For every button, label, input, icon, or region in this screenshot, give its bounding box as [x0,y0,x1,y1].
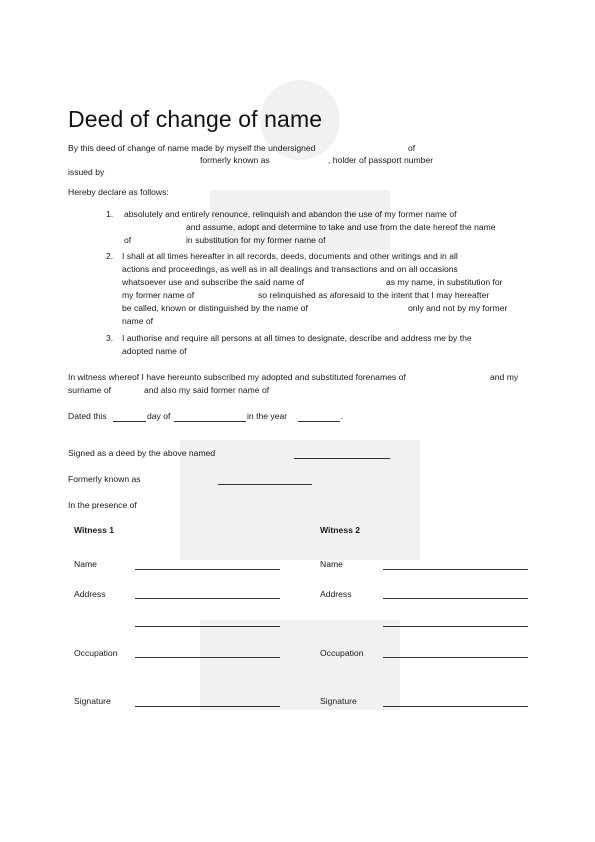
witness-1-signature-field[interactable] [135,706,280,707]
dated-period: . [341,411,344,421]
witness-2-heading: Witness 2 [320,525,361,535]
clause-2-line-6: name of [122,316,154,326]
witness-1-address-field-1[interactable] [135,598,280,599]
clause-2-number: 2. [106,251,114,261]
clause-2-line-3: whatsoever use and subscribe the said name of [122,277,305,287]
clause-1-line-2: and assume, adopt and determine to take and use from the date hereof the name [186,222,496,232]
signed-as-deed-blank[interactable] [294,458,390,459]
dated-day-blank[interactable] [113,421,146,422]
dated-month-blank[interactable] [174,421,246,422]
witness-clause-and-my: and my [490,372,519,382]
formerly-known-blank[interactable] [218,484,312,485]
clause-1-line-4: in substitution for my former name of [186,235,326,245]
witness-1-occupation-field[interactable] [135,657,280,658]
intro-of: of [408,143,416,153]
clause-2-line-1: I shall at all times hereafter in all records, deeds, documents and other writings and in all [122,251,458,261]
clause-3-line-1: I authorise and require all persons at all times to designate, describe and address me by the [122,333,472,343]
dated-day-of: day of [147,411,171,421]
witness-2-name-label: Name [320,559,343,569]
witness-1-name-label: Name [74,559,97,569]
clause-3-number: 3. [106,333,114,343]
clause-3-line-2: adopted name of [122,346,187,356]
intro-line-1: By this deed of change of name made by myself the undersigned [68,143,316,153]
witness-2-signature-field[interactable] [383,706,528,707]
witness-2-address-label: Address [320,589,352,599]
intro-formerly-known: formerly known as [200,155,270,165]
witness-1-address-field-2[interactable] [135,626,280,627]
clause-1-number: 1. [106,209,114,219]
witness-2-address-field-1[interactable] [383,598,528,599]
clause-2-line-2: actions and proceedings, as well as in all dealings and transactions and on all occasions [122,264,458,274]
intro-issued-by: issued by [68,167,105,177]
witness-1-address-label: Address [74,589,106,599]
intro-declare: Hereby declare as follows: [68,187,169,197]
witness-clause-former: and also my said former name of [144,385,270,395]
clause-2-line-3b: as my name, in substitution for [386,277,503,287]
clause-1-line-3: of [124,235,132,245]
witness-1-name-field[interactable] [135,569,280,570]
dated-year-blank[interactable] [298,421,340,422]
witness-2-occupation-field[interactable] [383,657,528,658]
clause-2-line-4: my former name of [122,290,195,300]
witness-clause-line-1: In witness whereof I have hereunto subscribed my adopted and substituted forenames of [68,372,406,382]
witness-1-occupation-label: Occupation [74,648,118,658]
witness-2-signature-label: Signature [320,696,357,706]
witness-1-signature-label: Signature [74,696,111,706]
dated-year-label: in the year [247,411,288,421]
clause-2-line-5b: only and not by my former [408,303,508,313]
witness-2-address-field-2[interactable] [383,626,528,627]
witness-clause-surname: surname of [68,385,111,395]
formerly-known-label: Formerly known as [68,474,141,484]
clause-2-line-4b: so relinquished as aforesaid to the intent that I may hereafter [258,290,490,300]
in-presence-label: In the presence of [68,500,137,510]
intro-passport: , holder of passport number [328,155,434,165]
witness-1-heading: Witness 1 [74,525,115,535]
witness-2-occupation-label: Occupation [320,648,364,658]
document-title: Deed of change of name [68,106,323,132]
witness-2-name-field[interactable] [383,569,528,570]
clause-2-line-5: be called, known or distinguished by the name of [122,303,308,313]
dated-label: Dated this [68,411,107,421]
signed-as-deed-label: Signed as a deed by the above named [68,448,216,458]
clause-1-line-1: absolutely and entirely renounce, relinquish and abandon the use of my former name of [124,209,457,219]
